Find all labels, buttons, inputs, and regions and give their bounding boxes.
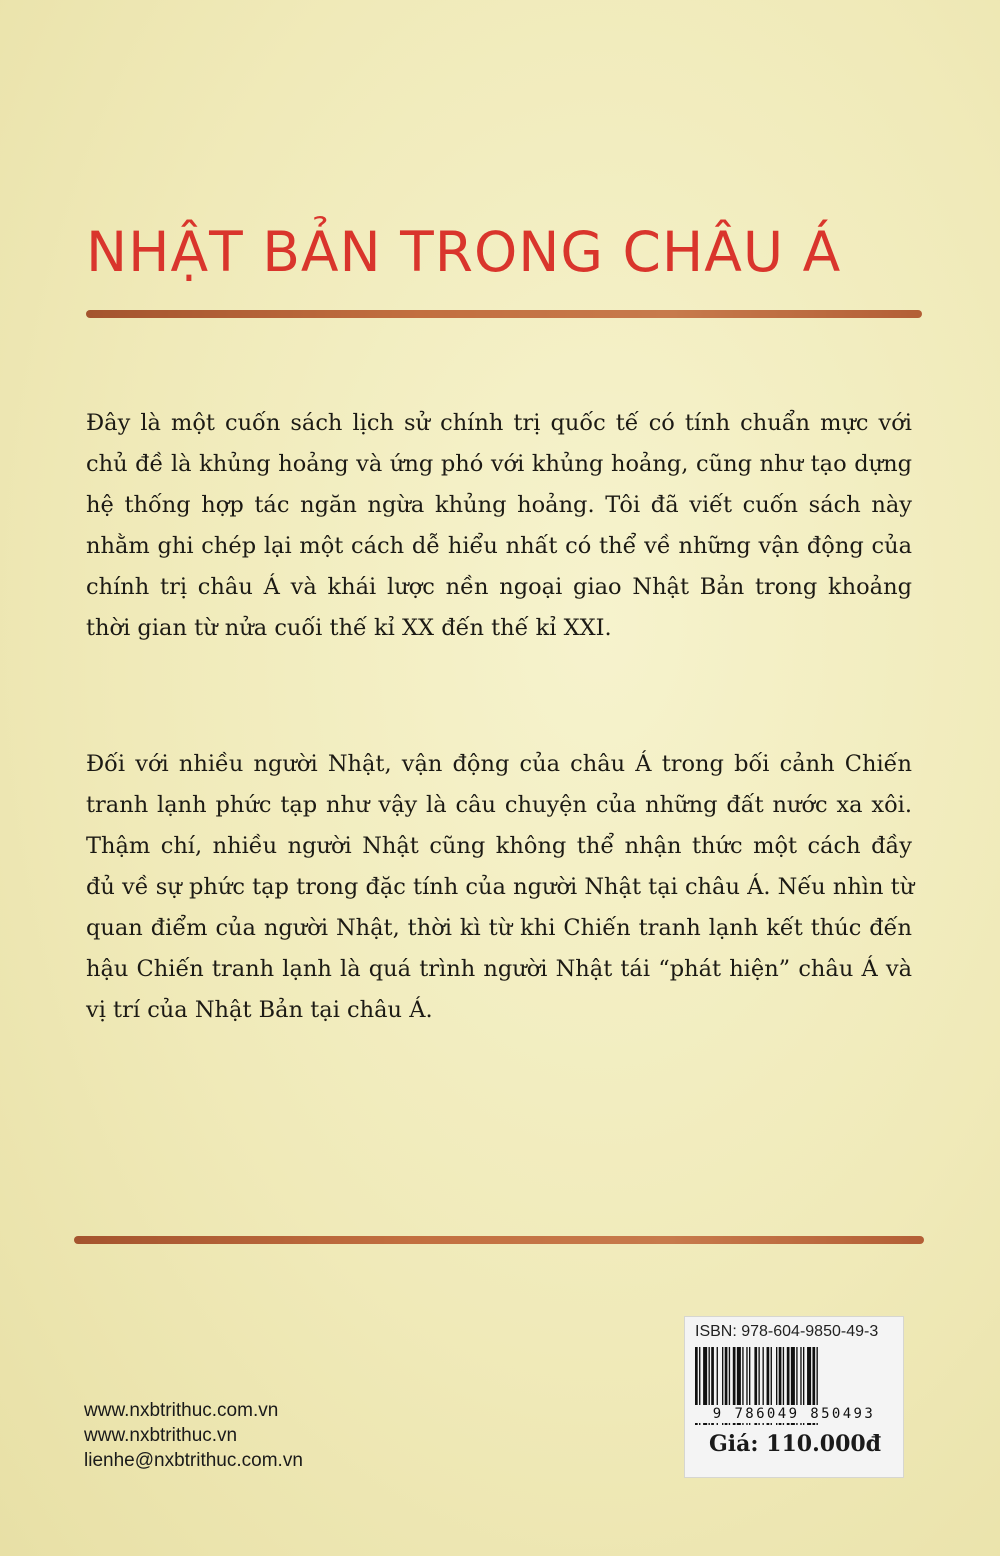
blurb-paragraph-1 xyxy=(86,403,912,649)
blurb-line: hệ thống hợp tác ngăn ngừa khủng hoảng. Tôi đã viết cuốn sách này xyxy=(86,492,912,518)
website-link[interactable]: www.nxbtrithuc.com.vn xyxy=(84,1400,279,1421)
top-divider xyxy=(86,310,922,318)
blurb-line: chủ đề là khủng hoảng và ứng phó với khủng hoảng, cũng như tạo dựng xyxy=(86,451,912,477)
blurb-paragraph-2 xyxy=(86,744,915,1031)
bottom-divider xyxy=(74,1236,924,1244)
email-link[interactable]: lienhe@nxbtrithuc.com.vn xyxy=(84,1450,303,1471)
blurb-line: tranh lạnh phức tạp như vậy là câu chuyện của những đất nước xa xôi. xyxy=(86,792,912,818)
price-label: Giá: 110.000đ xyxy=(709,1431,882,1457)
barcode-digits: 9 786049 850493 xyxy=(691,1405,897,1423)
blurb-line: vị trí của Nhật Bản tại châu Á. xyxy=(86,997,433,1023)
book-title: NHẬT BẢN TRONG CHÂU Á xyxy=(86,220,842,284)
blurb-line: chính trị châu Á và khái lược nền ngoại giao Nhật Bản trong khoảng xyxy=(86,574,912,600)
blurb-line: thời gian từ nửa cuối thế kỉ XX đến thế kỉ XXI. xyxy=(86,615,612,641)
isbn-number: ISBN: 978-604-9850-49-3 xyxy=(695,1323,879,1340)
website-link[interactable]: www.nxbtrithuc.vn xyxy=(84,1425,238,1446)
blurb-line: đủ về sự phức tạp trong đặc tính của người Nhật tại châu Á. Nếu nhìn từ xyxy=(86,874,915,900)
blurb-line: nhằm ghi chép lại một cách dễ hiểu nhất có thể về những vận động của xyxy=(86,533,912,559)
publisher-contacts xyxy=(84,1398,303,1473)
blurb-line: hậu Chiến tranh lạnh là quá trình người Nhật tái “phát hiện” châu Á và xyxy=(86,956,912,982)
blurb-line: quan điểm của người Nhật, thời kì từ khi Chiến tranh lạnh kết thúc đến xyxy=(86,915,912,941)
isbn-label xyxy=(684,1316,904,1478)
blurb-line: Thậm chí, nhiều người Nhật cũng không thể nhận thức một cách đầy xyxy=(86,833,912,859)
blurb-line: Đối với nhiều người Nhật, vận động của châu Á trong bối cảnh Chiến xyxy=(86,751,912,777)
blurb-line: Đây là một cuốn sách lịch sử chính trị quốc tế có tính chuẩn mực với xyxy=(86,410,912,436)
